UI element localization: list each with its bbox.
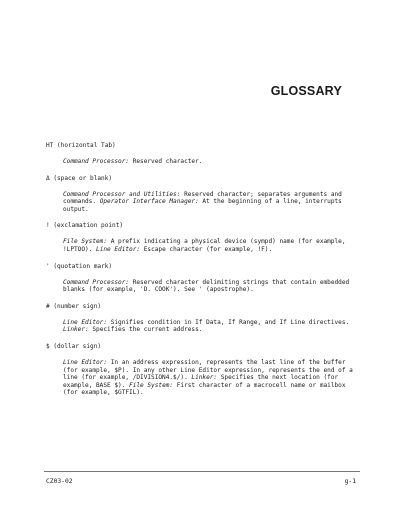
glossary-entry <box>46 175 356 214</box>
glossary-term: HT (horizontal Tab) <box>46 142 116 149</box>
context-label: Line Editor: <box>96 245 141 253</box>
context-label: Command Processor and Utilities: <box>63 190 181 198</box>
definition-text: Reserved character. <box>129 158 203 165</box>
context-label: Line Editor: <box>63 318 108 326</box>
glossary-definition <box>63 191 356 214</box>
definition-text: At the beginning of a line, interrupts output. <box>63 198 342 213</box>
definition-text: Reserved character delimiting strings that contain embedded blanks (for example, 'D. COOK'). See ' (apostrophe). <box>63 278 350 294</box>
glossary-entries <box>46 142 356 406</box>
page-number: g-1 <box>344 478 356 485</box>
context-label: Linker: <box>63 326 89 334</box>
glossary-definition <box>63 158 356 166</box>
glossary-entry <box>46 142 356 166</box>
definition-text: Escape character (for example, !F). <box>140 245 273 253</box>
definition-text: Specifies the current address. <box>88 326 203 334</box>
glossary-entry <box>46 343 356 397</box>
glossary-term: ' (quotation mark) <box>46 262 113 270</box>
glossary-entry <box>46 303 356 334</box>
glossary-definition <box>63 279 356 294</box>
glossary-definition <box>63 359 356 397</box>
context-label: Operator Interface Manager: <box>99 198 199 206</box>
glossary-term: $ (dollar sign) <box>46 342 102 350</box>
definition-text: In an address expression, represents the last line of the buffer (for example, $P). In any other Line Editor expression, represents the end of a line (for example, /DIVISION4.$/). <box>63 358 353 382</box>
document-id: CZ03-02 <box>46 478 73 485</box>
context-label: Command Processor: <box>63 158 130 165</box>
definition-text: Specifies the next location (for example, BASE $). <box>63 374 339 389</box>
glossary-term: # (number sign) <box>46 302 102 310</box>
glossary-definition <box>63 238 356 253</box>
definition-text: First character of a macrocell name or mailbox (for example, $GTFIL). <box>63 381 346 397</box>
context-label: File System: <box>63 238 108 246</box>
definition-text: Reserved character; separates arguments and commands. <box>63 190 342 206</box>
context-label: Line Editor: <box>63 358 108 366</box>
footer-rule <box>44 471 360 472</box>
glossary-term: Δ (space or blank) <box>46 174 113 182</box>
glossary-entry <box>46 263 356 294</box>
glossary-definition <box>63 319 356 334</box>
glossary-term: ! (exclamation point) <box>46 222 124 230</box>
definition-text: Signifies condition in If Data, If Range, and If Line directives. <box>107 318 350 326</box>
definition-text: A prefix indicating a physical device (sympd) name (for example, !LPTOO). <box>63 238 346 253</box>
context-label: Linker: <box>191 374 218 382</box>
context-label: File System: <box>129 381 174 389</box>
context-label: Command Processor: <box>63 278 130 286</box>
glossary-entry <box>46 222 356 253</box>
page-title: GLOSSARY <box>270 84 342 98</box>
